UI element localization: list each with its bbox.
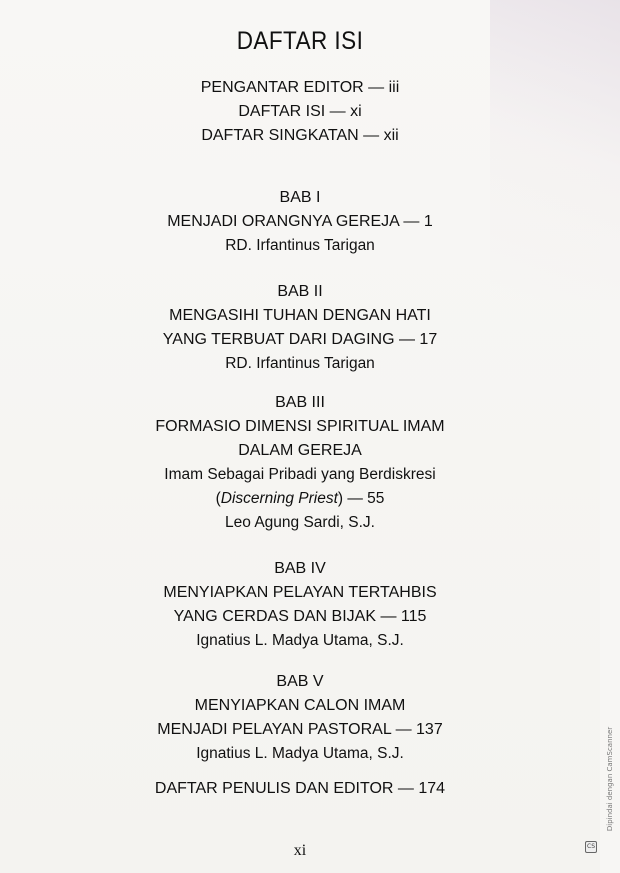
chapter-label: BAB V — [276, 673, 324, 690]
chapter-subtitle: Imam Sebagai Pribadi yang Berdiskresi — [164, 466, 436, 483]
chapter-title: MENYIAPKAN CALON IMAM — [194, 697, 406, 714]
chapter-subtitle-page — [0, 487, 600, 511]
italic-term: Discerning Priest — [220, 490, 338, 507]
toc-chapter-2 — [0, 280, 600, 376]
toc-chapter-3 — [0, 391, 600, 535]
chapter-title: DALAM GEREJA — [238, 442, 362, 459]
scanner-watermark: Dipindai dengan CamScanner — [605, 726, 614, 832]
chapter-author: RD. Irfantinus Tarigan — [225, 355, 375, 372]
chapter-label: BAB II — [277, 283, 323, 300]
chapter-label: BAB I — [279, 189, 321, 206]
toc-entry-pengantar: PENGANTAR EDITOR — iii — [200, 79, 400, 96]
toc-entry-daftar-singkatan: DAFTAR SINGKATAN — xii — [201, 127, 399, 144]
page-ref: ) — 55 — [337, 490, 385, 507]
chapter-author: Leo Agung Sardi, S.J. — [225, 514, 375, 531]
toc-chapter-1 — [0, 186, 600, 258]
toc-chapter-5 — [0, 670, 600, 766]
toc-entry-daftar-isi: DAFTAR ISI — xi — [238, 103, 362, 120]
chapter-title: MENGASIHI TUHAN DENGAN HATI — [169, 307, 431, 324]
chapter-author: RD. Irfantinus Tarigan — [225, 237, 375, 254]
toc-closing — [0, 777, 600, 801]
chapter-author: Ignatius L. Madya Utama, S.J. — [196, 632, 404, 649]
paren-open: ( — [215, 490, 221, 507]
chapter-title: MENJADI ORANGNYA GEREJA — 1 — [167, 213, 433, 230]
toc-chapter-4 — [0, 557, 600, 653]
page-title: DAFTAR ISI — [236, 26, 364, 55]
toc-front-matter — [0, 76, 600, 148]
chapter-label: BAB III — [275, 394, 325, 411]
chapter-title: YANG TERBUAT DARI DAGING — 17 — [162, 331, 438, 348]
page-number: xi — [293, 842, 307, 859]
chapter-author: Ignatius L. Madya Utama, S.J. — [196, 745, 404, 762]
chapter-title: FORMASIO DIMENSI SPIRITUAL IMAM — [155, 418, 445, 435]
toc-entry-daftar-penulis: DAFTAR PENULIS DAN EDITOR — 174 — [154, 780, 446, 797]
chapter-title: MENYIAPKAN PELAYAN TERTAHBIS — [163, 584, 437, 601]
chapter-label: BAB IV — [274, 560, 326, 577]
chapter-title: MENJADI PELAYAN PASTORAL — 137 — [157, 721, 443, 738]
chapter-title: YANG CERDAS DAN BIJAK — 115 — [173, 608, 427, 625]
scanner-logo-icon: CS — [585, 841, 597, 853]
